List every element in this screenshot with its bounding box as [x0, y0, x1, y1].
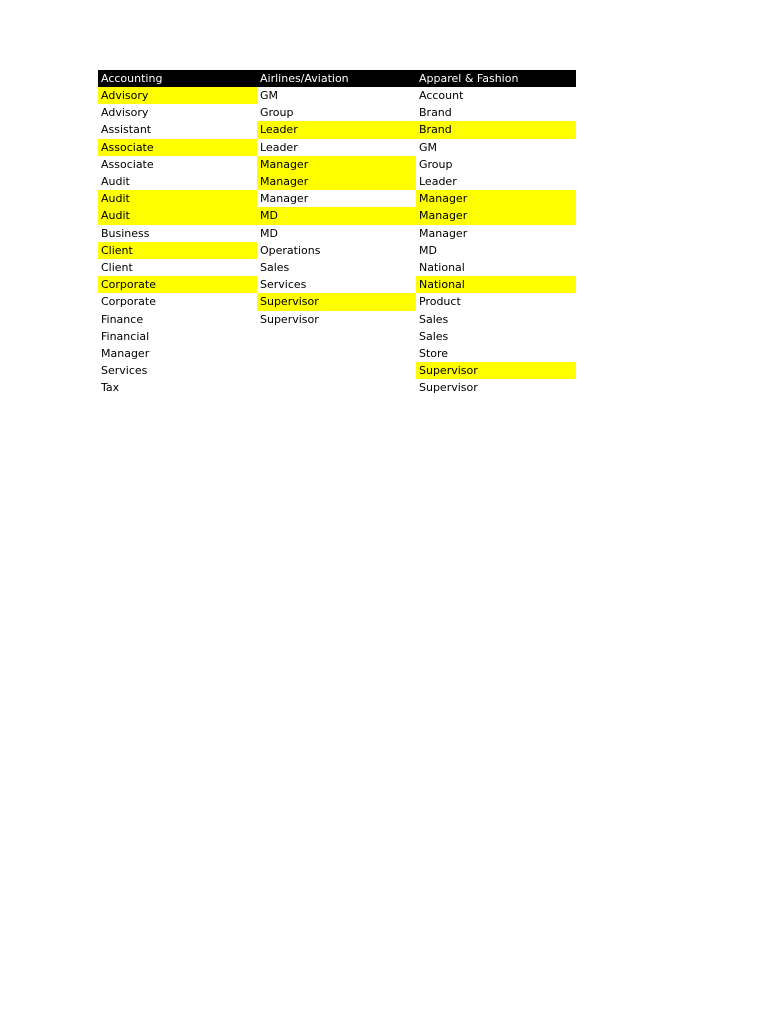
cell-accounting: Corporate [98, 276, 257, 293]
cell-airlines-aviation: GM [260, 89, 279, 102]
cell-airlines-aviation: Sales [260, 261, 290, 275]
cell-airlines-aviation [257, 345, 416, 362]
header-row [98, 70, 576, 87]
table-row [98, 173, 576, 190]
cell-airlines-aviation: Manager [257, 173, 416, 190]
cell-accounting: Advisory [101, 106, 149, 120]
cell-airlines-aviation: Supervisor [260, 312, 319, 326]
table-row [98, 362, 576, 379]
cell-airlines-aviation [257, 328, 416, 345]
cell-airlines-aviation: Group [260, 106, 294, 120]
cell-apparel-fashion: Brand [419, 106, 452, 120]
table-row [98, 276, 576, 293]
cell-accounting: Assistant [101, 123, 152, 137]
cell-airlines-aviation: Supervisor [257, 293, 416, 310]
cell-accounting: Tax [101, 381, 120, 395]
table-row [98, 87, 576, 104]
cell-apparel-fashion: GM [419, 140, 438, 154]
cell-apparel-fashion: Account [419, 89, 464, 102]
cell-accounting: Associate [98, 139, 257, 156]
cell-apparel-fashion: MD [419, 243, 437, 257]
cell-accounting: Services [101, 364, 148, 378]
cell-apparel-fashion: Supervisor [416, 362, 576, 379]
cell-apparel-fashion: Manager [416, 190, 576, 207]
table-row [98, 121, 576, 138]
cell-accounting: Manager [101, 347, 150, 361]
table-row [98, 139, 576, 156]
cell-airlines-aviation: Manager [257, 156, 416, 173]
table-row [98, 345, 576, 362]
cell-airlines-aviation: Operations [260, 243, 321, 257]
cell-airlines-aviation: Leader [260, 140, 298, 154]
cell-accounting: Advisory [98, 87, 257, 104]
cell-airlines-aviation [257, 362, 416, 379]
cell-airlines-aviation: Services [260, 278, 307, 292]
cell-accounting: Finance [101, 312, 144, 326]
cell-accounting: Audit [101, 175, 130, 189]
cell-apparel-fashion: Store [419, 347, 449, 361]
cell-apparel-fashion: National [416, 276, 576, 293]
cell-apparel-fashion: Brand [416, 121, 576, 138]
cell-airlines-aviation [257, 379, 416, 396]
table-row [98, 190, 576, 207]
cell-accounting: Financial [101, 329, 150, 343]
table-row [98, 207, 576, 224]
column-header-accounting: Accounting [98, 70, 257, 87]
table-row [98, 242, 576, 259]
cell-airlines-aviation: Manager [260, 192, 309, 206]
table-body [98, 87, 576, 397]
cell-apparel-fashion: National [419, 261, 465, 275]
cell-airlines-aviation: MD [260, 226, 278, 240]
cell-apparel-fashion: Supervisor [419, 381, 478, 395]
cell-airlines-aviation: MD [257, 207, 416, 224]
job-title-table [98, 70, 576, 397]
table-row [98, 156, 576, 173]
table-row [98, 225, 576, 242]
cell-apparel-fashion: Sales [419, 329, 449, 343]
table-row [98, 328, 576, 345]
column-header-airlines-aviation: Airlines/Aviation [257, 70, 416, 87]
column-header-apparel-fashion: Apparel & Fashion [416, 70, 576, 87]
cell-apparel-fashion: Manager [416, 207, 576, 224]
cell-apparel-fashion: Leader [419, 175, 457, 189]
table-row [98, 379, 576, 396]
cell-accounting: Business [101, 226, 150, 240]
cell-accounting: Corporate [101, 295, 156, 309]
cell-accounting: Audit [98, 190, 257, 207]
cell-accounting: Associate [101, 157, 154, 171]
table-row [98, 293, 576, 310]
cell-apparel-fashion: Group [419, 157, 453, 171]
cell-accounting: Client [98, 242, 257, 259]
cell-apparel-fashion: Sales [419, 312, 449, 326]
table-row [98, 104, 576, 121]
cell-accounting: Audit [98, 207, 257, 224]
cell-apparel-fashion: Product [419, 295, 461, 309]
cell-apparel-fashion: Manager [419, 226, 468, 240]
table-row [98, 311, 576, 328]
cell-accounting: Client [101, 261, 133, 275]
table-row [98, 259, 576, 276]
cell-airlines-aviation: Leader [257, 121, 416, 138]
